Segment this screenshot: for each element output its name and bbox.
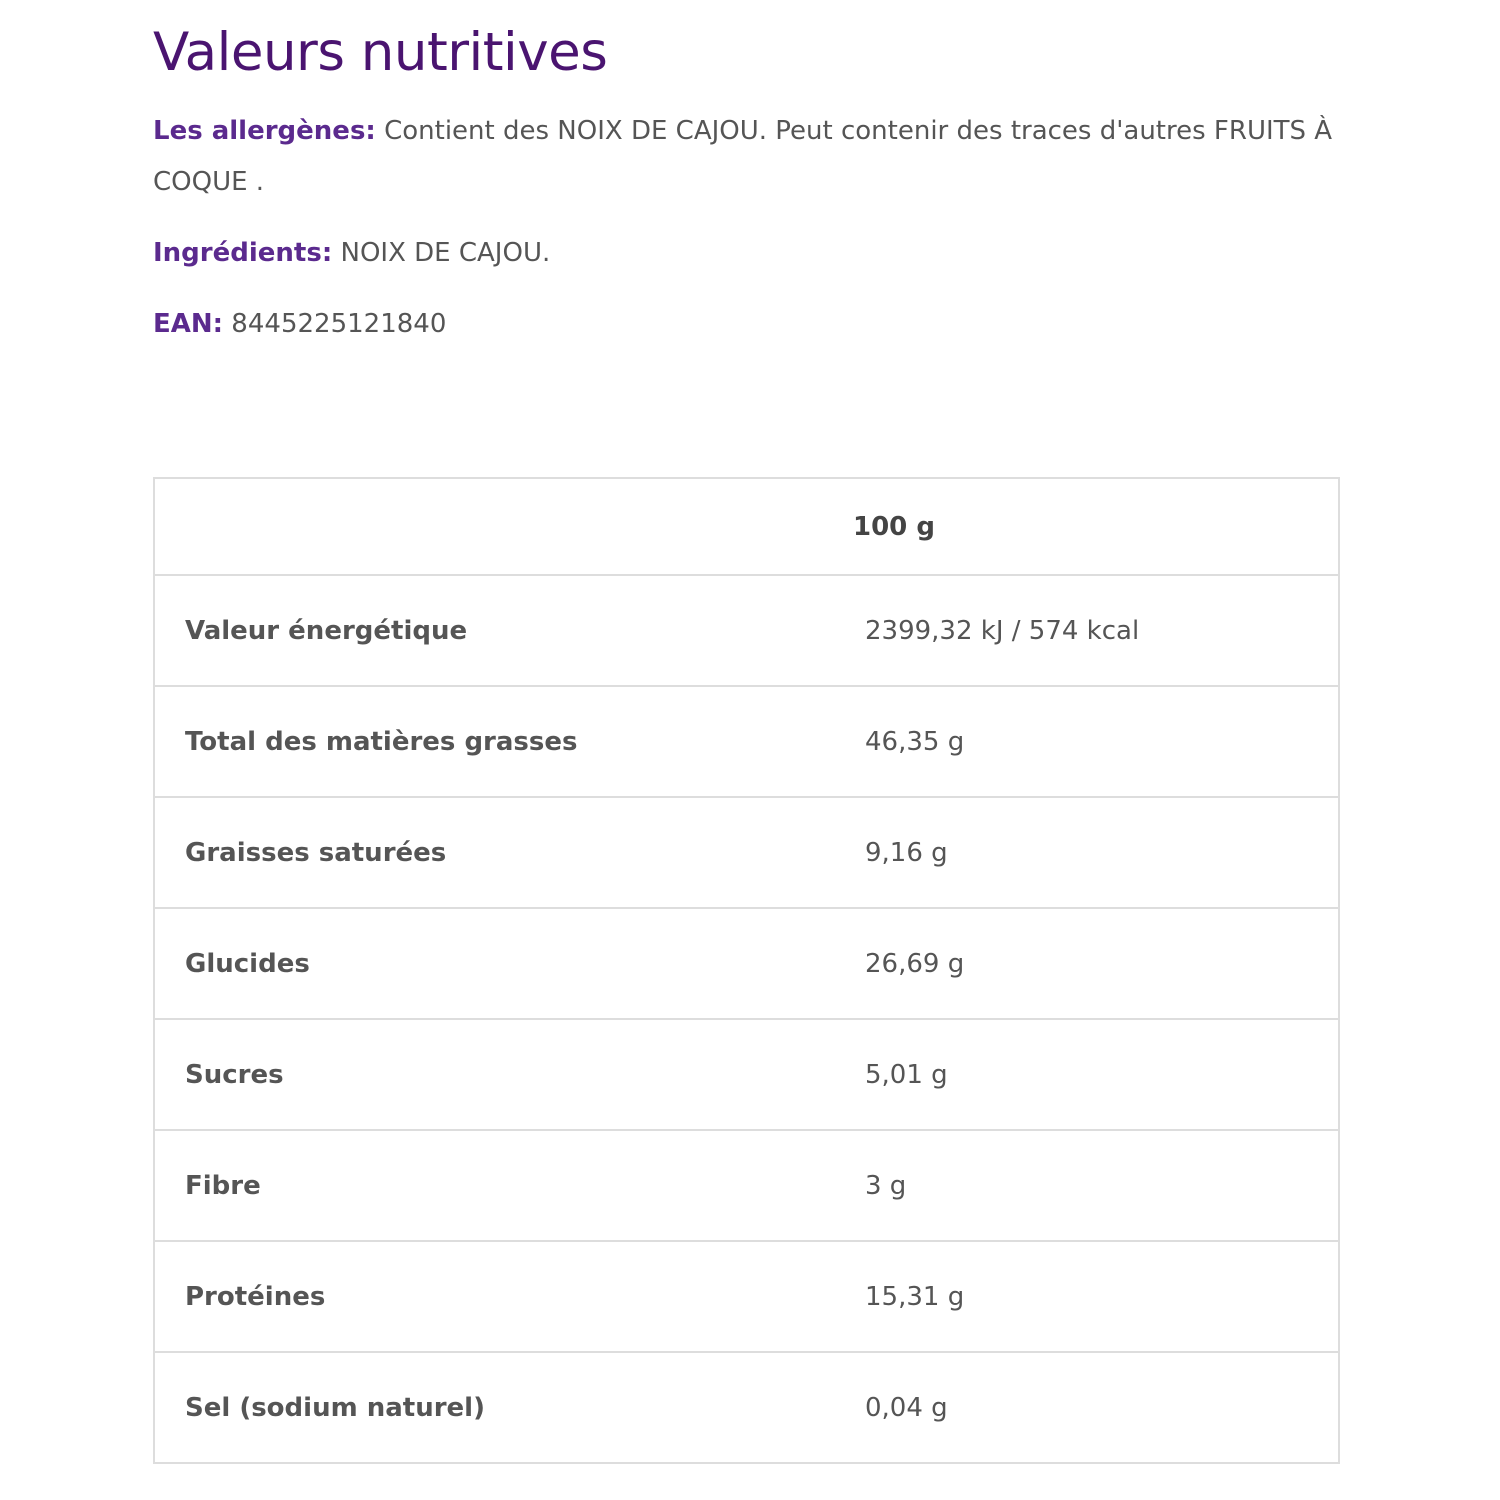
ean-value: 8445225121840: [223, 309, 447, 339]
nutrient-name: Fibre: [154, 1130, 865, 1241]
table-row: [154, 1130, 1339, 1241]
nutrient-value: 5,01 g: [865, 1019, 1339, 1130]
nutrient-value: 26,69 g: [865, 908, 1339, 1019]
page-title: Valeurs nutritives: [153, 22, 608, 83]
nutrient-value: 2399,32 kJ / 574 kcal: [865, 575, 1339, 686]
nutrient-value: 0,04 g: [865, 1352, 1339, 1463]
allergens-info: [153, 106, 1341, 208]
nutrient-name: Sucres: [154, 1019, 865, 1130]
allergens-text: Contient des NOIX DE CAJOU. Peut contenir des traces d'autres FRUITS À COQUE .: [153, 116, 1333, 197]
ingredients-label: Ingrédients:: [153, 238, 333, 268]
table-row: [154, 908, 1339, 1019]
ingredients-text: NOIX DE CAJOU.: [332, 238, 551, 268]
ean-label: EAN:: [153, 309, 224, 339]
table-header-serving: 100 g: [853, 511, 935, 542]
nutrient-name: Glucides: [154, 908, 865, 1019]
nutrient-value: 9,16 g: [865, 797, 1339, 908]
table-header-row: [154, 478, 1339, 575]
nutrient-value: 46,35 g: [865, 686, 1339, 797]
nutrient-name: Total des matières grasses: [154, 686, 865, 797]
nutrient-name: Protéines: [154, 1241, 865, 1352]
allergens-label: Les allergènes:: [153, 116, 376, 146]
nutrition-section: [153, 20, 1341, 350]
nutrient-name: Valeur énergétique: [154, 575, 865, 686]
ean-info: [153, 299, 1341, 350]
table-row: [154, 1352, 1339, 1463]
table-row: [154, 686, 1339, 797]
nutrient-value: 3 g: [865, 1130, 1339, 1241]
table-row: [154, 575, 1339, 686]
nutrition-table: [153, 477, 1340, 1464]
nutrient-value: 15,31 g: [865, 1241, 1339, 1352]
table-row: [154, 1241, 1339, 1352]
nutrient-name: Graisses saturées: [154, 797, 865, 908]
table-row: [154, 1019, 1339, 1130]
table-row: [154, 797, 1339, 908]
nutrient-name: Sel (sodium naturel): [154, 1352, 865, 1463]
ingredients-info: [153, 228, 1341, 279]
